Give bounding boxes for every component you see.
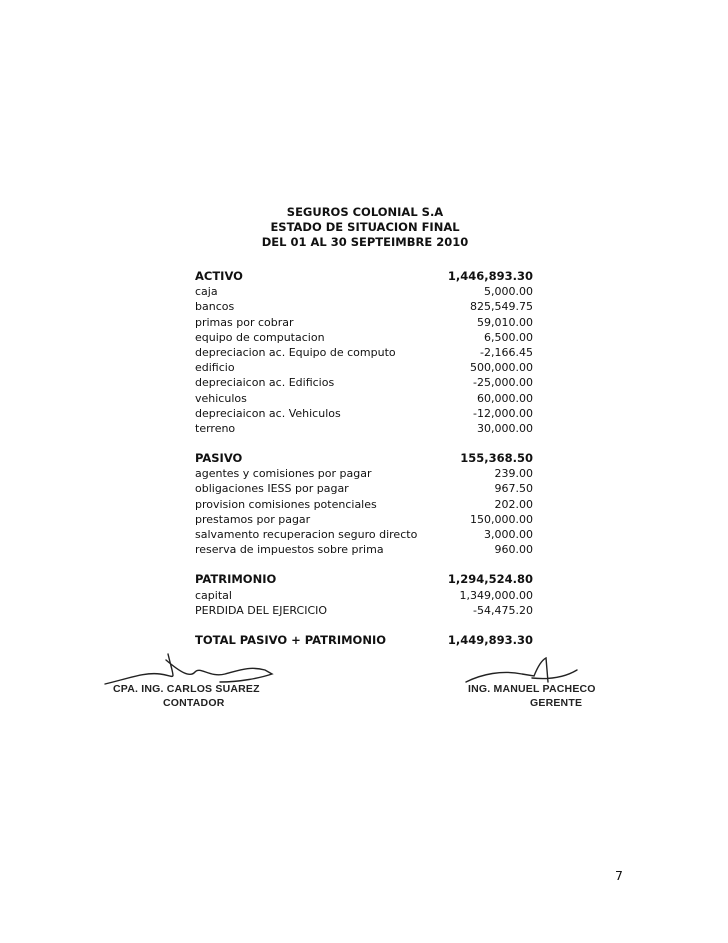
item-label: agentes y comisiones por pagar [195, 467, 372, 481]
item-amount: 3,000.00 [484, 528, 533, 541]
balance-sheet [195, 269, 533, 663]
item-amount: 202.00 [494, 497, 533, 511]
item-label: terreno [195, 421, 236, 435]
total-amount: 1,449,893.30 [447, 632, 533, 647]
left-signature-name: CPA. ING. CARLOS SUAREZ [113, 683, 260, 695]
table-row [195, 421, 533, 436]
statement-period: DEL 01 AL 30 SEPTEIMBRE 2010 [261, 235, 469, 249]
table-row [195, 588, 533, 603]
table-row [195, 406, 533, 421]
right-signature-name: ING. MANUEL PACHECO [468, 683, 596, 695]
item-label: reserva de impuestos sobre prima [195, 543, 384, 557]
item-amount: -54,475.20 [473, 603, 533, 617]
table-row [195, 466, 533, 481]
item-label: caja [195, 285, 218, 299]
item-amount: 960.00 [494, 543, 533, 557]
patrimonio-total: 1,294,524.80 [447, 572, 533, 587]
item-label: prestamos por pagar [195, 512, 311, 526]
statement-title: ESTADO DE SITUACION FINAL [270, 220, 460, 234]
item-amount: 150,000.00 [470, 512, 533, 526]
total-label: TOTAL PASIVO + PATRIMONIO [195, 632, 387, 647]
item-label: vehiculos [195, 391, 247, 405]
pasivo-header-row [195, 451, 533, 466]
activo-header-row [195, 269, 533, 284]
total-row [195, 633, 533, 648]
pasivo-section [195, 451, 533, 557]
item-amount: 59,010.00 [477, 315, 533, 329]
table-row [195, 391, 533, 406]
table-row [195, 512, 533, 527]
item-label: primas por cobrar [195, 315, 294, 329]
pasivo-total: 155,368.50 [460, 451, 533, 466]
activo-section [195, 269, 533, 436]
item-label: depreciacion ac. Equipo de computo [195, 345, 396, 359]
item-amount: 6,500.00 [484, 330, 533, 344]
table-row [195, 299, 533, 314]
item-label: PERDIDA DEL EJERCICIO [195, 603, 328, 617]
item-amount: 5,000.00 [484, 285, 533, 299]
item-label: obligaciones IESS por pagar [195, 482, 349, 496]
table-row [195, 542, 533, 557]
table-row [195, 527, 533, 542]
company-name: SEGUROS COLONIAL S.A [286, 205, 444, 219]
table-row [195, 497, 533, 512]
item-amount: 500,000.00 [470, 361, 533, 375]
patrimonio-section [195, 572, 533, 618]
right-signature-role: GERENTE [530, 697, 583, 709]
item-amount: -25,000.00 [473, 376, 533, 390]
table-row [195, 345, 533, 360]
patrimonio-label: PATRIMONIO [195, 572, 277, 587]
page-number: 7 [615, 868, 623, 883]
item-amount: 825,549.75 [470, 300, 533, 314]
pasivo-label: PASIVO [195, 451, 243, 466]
item-label: capital [195, 588, 232, 602]
item-label: salvamento recuperacion seguro directo [195, 528, 418, 541]
table-row [195, 330, 533, 345]
item-amount: -2,166.45 [480, 345, 533, 359]
item-amount: 967.50 [494, 482, 533, 496]
item-label: provision comisiones potenciales [195, 497, 377, 511]
activo-total: 1,446,893.30 [447, 269, 533, 283]
table-row [195, 284, 533, 299]
item-amount: 30,000.00 [477, 421, 533, 435]
item-label: depreciaicon ac. Edificios [195, 376, 335, 390]
item-label: edificio [195, 361, 235, 375]
item-amount: -12,000.00 [473, 406, 533, 420]
table-row [195, 375, 533, 390]
total-section [195, 633, 533, 648]
item-amount: 1,349,000.00 [459, 588, 533, 602]
left-signature-role: CONTADOR [163, 697, 225, 709]
table-row [195, 603, 533, 618]
item-label: depreciaicon ac. Vehiculos [195, 406, 341, 420]
table-row [195, 315, 533, 330]
table-row [195, 481, 533, 496]
item-amount: 239.00 [494, 467, 533, 481]
item-amount: 60,000.00 [477, 391, 533, 405]
item-label: bancos [195, 300, 235, 314]
table-row [195, 360, 533, 375]
activo-label: ACTIVO [195, 269, 243, 283]
patrimonio-header-row [195, 572, 533, 587]
item-label: equipo de computacion [195, 330, 325, 344]
